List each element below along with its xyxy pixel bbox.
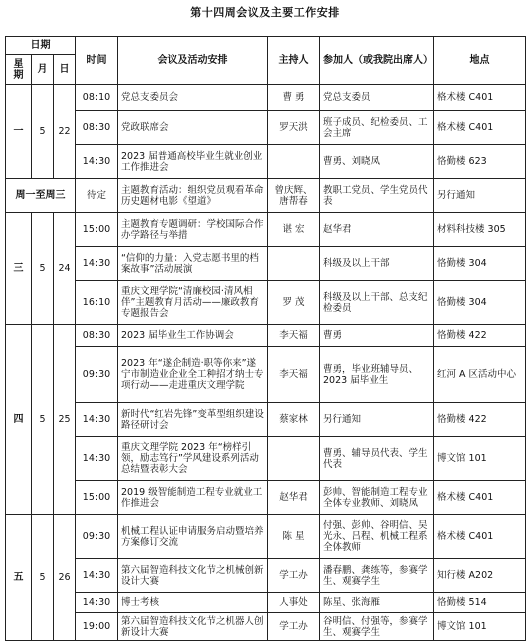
- table-row: [6, 515, 526, 559]
- time-cell: 14:30: [76, 437, 118, 481]
- time-cell: 14:30: [76, 247, 118, 281]
- attendees-cell: 曹勇、辅导员代表、学生代表: [320, 437, 434, 481]
- location-cell: 材料科技楼 305: [434, 213, 526, 247]
- schedule-table: [5, 36, 526, 641]
- activity-cell: 第六届智造科技文化节之机器人创新设计大赛: [118, 613, 268, 641]
- activity-cell: 主题教育活动：组织党员观看革命历史题材电影《望道》: [118, 179, 268, 213]
- activity-cell: 主题教育专题调研：学校国际合作办学路径与举措: [118, 213, 268, 247]
- time-cell: 09:30: [76, 515, 118, 559]
- time-cell: 15:00: [76, 481, 118, 515]
- time-cell: 14:30: [76, 403, 118, 437]
- location-cell: 格术楼 C401: [434, 515, 526, 559]
- host-cell: 赵华君: [268, 481, 320, 515]
- day-cell: 25: [54, 325, 76, 515]
- host-cell: 谌 宏: [268, 213, 320, 247]
- time-cell: 09:30: [76, 347, 118, 403]
- header-location: 地点: [434, 37, 526, 85]
- table-row: [6, 347, 526, 403]
- activity-cell: 2023 届普通高校毕业生就业创业工作推进会: [118, 145, 268, 179]
- weekday-cell: 五: [6, 515, 32, 641]
- activity-cell: “信仰的力量：入党志愿书里的档案故事”活动展演: [118, 247, 268, 281]
- table-row: [6, 613, 526, 641]
- host-cell: [268, 145, 320, 179]
- header-attendees: 参加人（或我院出席人）: [320, 37, 434, 85]
- activity-cell: 第六届智造科技文化节之机械创新设计大赛: [118, 559, 268, 593]
- month-cell: 5: [32, 515, 54, 641]
- header-month: 月: [32, 55, 54, 85]
- location-cell: 格术楼 C401: [434, 111, 526, 145]
- time-cell: 08:30: [76, 325, 118, 347]
- attendees-cell: 党总支委员: [320, 85, 434, 111]
- location-cell: 格术楼 C401: [434, 481, 526, 515]
- host-cell: [268, 437, 320, 481]
- day-cell: 24: [54, 213, 76, 325]
- attendees-cell: 科级及以上干部: [320, 247, 434, 281]
- host-cell: 罗 茂: [268, 281, 320, 325]
- table-row: [6, 247, 526, 281]
- time-cell: 08:10: [76, 85, 118, 111]
- attendees-cell: 教职工党员、学生党员代表: [320, 179, 434, 213]
- table-row: [6, 481, 526, 515]
- weekday-range-cell: 周一至周三: [6, 179, 76, 213]
- location-cell: 红河 A 区活动中心: [434, 347, 526, 403]
- time-cell: 14:30: [76, 559, 118, 593]
- header-host: 主持人: [268, 37, 320, 85]
- time-cell: 待定: [76, 179, 118, 213]
- table-row: [6, 85, 526, 111]
- host-cell: 学工办: [268, 559, 320, 593]
- time-cell: 14:30: [76, 145, 118, 179]
- attendees-cell: 赵华君: [320, 213, 434, 247]
- activity-cell: 2023 届毕业生工作协调会: [118, 325, 268, 347]
- header-day: 日: [54, 55, 76, 85]
- location-cell: 格术楼 C401: [434, 85, 526, 111]
- host-cell: 人事处: [268, 593, 320, 613]
- location-cell: 博文馆 101: [434, 613, 526, 641]
- attendees-cell: 科级及以上干部、总支纪检委员: [320, 281, 434, 325]
- activity-cell: 博士考核: [118, 593, 268, 613]
- weekday-cell: 三: [6, 213, 32, 325]
- activity-cell: 党总支委员会: [118, 85, 268, 111]
- month-cell: 5: [32, 213, 54, 325]
- attendees-cell: 付强、彭帅、谷明信、吴光永、吕程、机械工程系全体教师: [320, 515, 434, 559]
- header-date: 日期: [6, 37, 76, 55]
- attendees-cell: 班子成员、纪检委员、工会主席: [320, 111, 434, 145]
- host-cell: 曾庆辉、唐帮春: [268, 179, 320, 213]
- host-cell: [268, 247, 320, 281]
- activity-cell: 机械工程认证申请服务启动暨培养方案修订交流: [118, 515, 268, 559]
- attendees-cell: 曹勇，毕业班辅导员、2023 届毕业生: [320, 347, 434, 403]
- location-cell: 恪勤楼 304: [434, 247, 526, 281]
- activity-cell: 重庆文理学院 2023 年“榜样引领，励志笃行”学风建设系列活动总结暨表彰大会: [118, 437, 268, 481]
- document-title: 第十四周会议及主要工作安排: [190, 6, 340, 19]
- table-row: [6, 559, 526, 593]
- attendees-cell: 曹勇: [320, 325, 434, 347]
- host-cell: 李天福: [268, 347, 320, 403]
- day-cell: 22: [54, 85, 76, 179]
- location-cell: 恪勤楼 422: [434, 325, 526, 347]
- host-cell: 李天福: [268, 325, 320, 347]
- header-activity: 会议及活动安排: [118, 37, 268, 85]
- table-row: [6, 403, 526, 437]
- activity-cell: 2023 年“遂企制造·职等你来”遂宁市制造业企业全工种招才纳士专项行动——走进重庆文理学院: [118, 347, 268, 403]
- header-time: 时间: [76, 37, 118, 85]
- location-cell: 知行楼 A202: [434, 559, 526, 593]
- location-cell: 博文馆 101: [434, 437, 526, 481]
- table-row: [6, 281, 526, 325]
- location-cell: 恪勤楼 422: [434, 403, 526, 437]
- month-cell: 5: [32, 85, 54, 179]
- table-row: [6, 179, 526, 213]
- location-cell: 恪勤楼 304: [434, 281, 526, 325]
- attendees-cell: 潘春鹏、龚练等，参赛学生、观赛学生: [320, 559, 434, 593]
- host-cell: 曹 勇: [268, 85, 320, 111]
- attendees-cell: 彭帅、智能制造工程专业全体专业教师、刘晓凤: [320, 481, 434, 515]
- activity-cell: 新时代“红岩先锋”变革型组织建设路径研讨会: [118, 403, 268, 437]
- table-row: [6, 111, 526, 145]
- activity-cell: 2019 级智能制造工程专业就业工作推进会: [118, 481, 268, 515]
- host-cell: 罗天洪: [268, 111, 320, 145]
- activity-cell: 党政联席会: [118, 111, 268, 145]
- table-row: [6, 145, 526, 179]
- time-cell: 15:00: [76, 213, 118, 247]
- host-cell: 蔡家林: [268, 403, 320, 437]
- table-row: [6, 593, 526, 613]
- weekday-cell: 四: [6, 325, 32, 515]
- month-cell: 5: [32, 325, 54, 515]
- time-cell: 08:30: [76, 111, 118, 145]
- weekday-cell: 一: [6, 85, 32, 179]
- time-cell: 19:00: [76, 613, 118, 641]
- table-row: [6, 213, 526, 247]
- host-cell: 陈 星: [268, 515, 320, 559]
- location-cell: 另行通知: [434, 179, 526, 213]
- header-weekday: 星期: [6, 55, 32, 85]
- table-row: [6, 437, 526, 481]
- table-row: [6, 325, 526, 347]
- location-cell: 恪勤楼 514: [434, 593, 526, 613]
- host-cell: 学工办: [268, 613, 320, 641]
- attendees-cell: 曹勇、刘晓凤: [320, 145, 434, 179]
- location-cell: 恪勤楼 623: [434, 145, 526, 179]
- time-cell: 16:10: [76, 281, 118, 325]
- attendees-cell: 谷明信、付强等，参赛学生、观赛学生: [320, 613, 434, 641]
- activity-cell: 重庆文理学院“清廉校园·清风相伴”主题教育月活动——廉政教育专题报告会: [118, 281, 268, 325]
- day-cell: 26: [54, 515, 76, 641]
- attendees-cell: 另行通知: [320, 403, 434, 437]
- attendees-cell: 陈星、张海雁: [320, 593, 434, 613]
- time-cell: 14:30: [76, 593, 118, 613]
